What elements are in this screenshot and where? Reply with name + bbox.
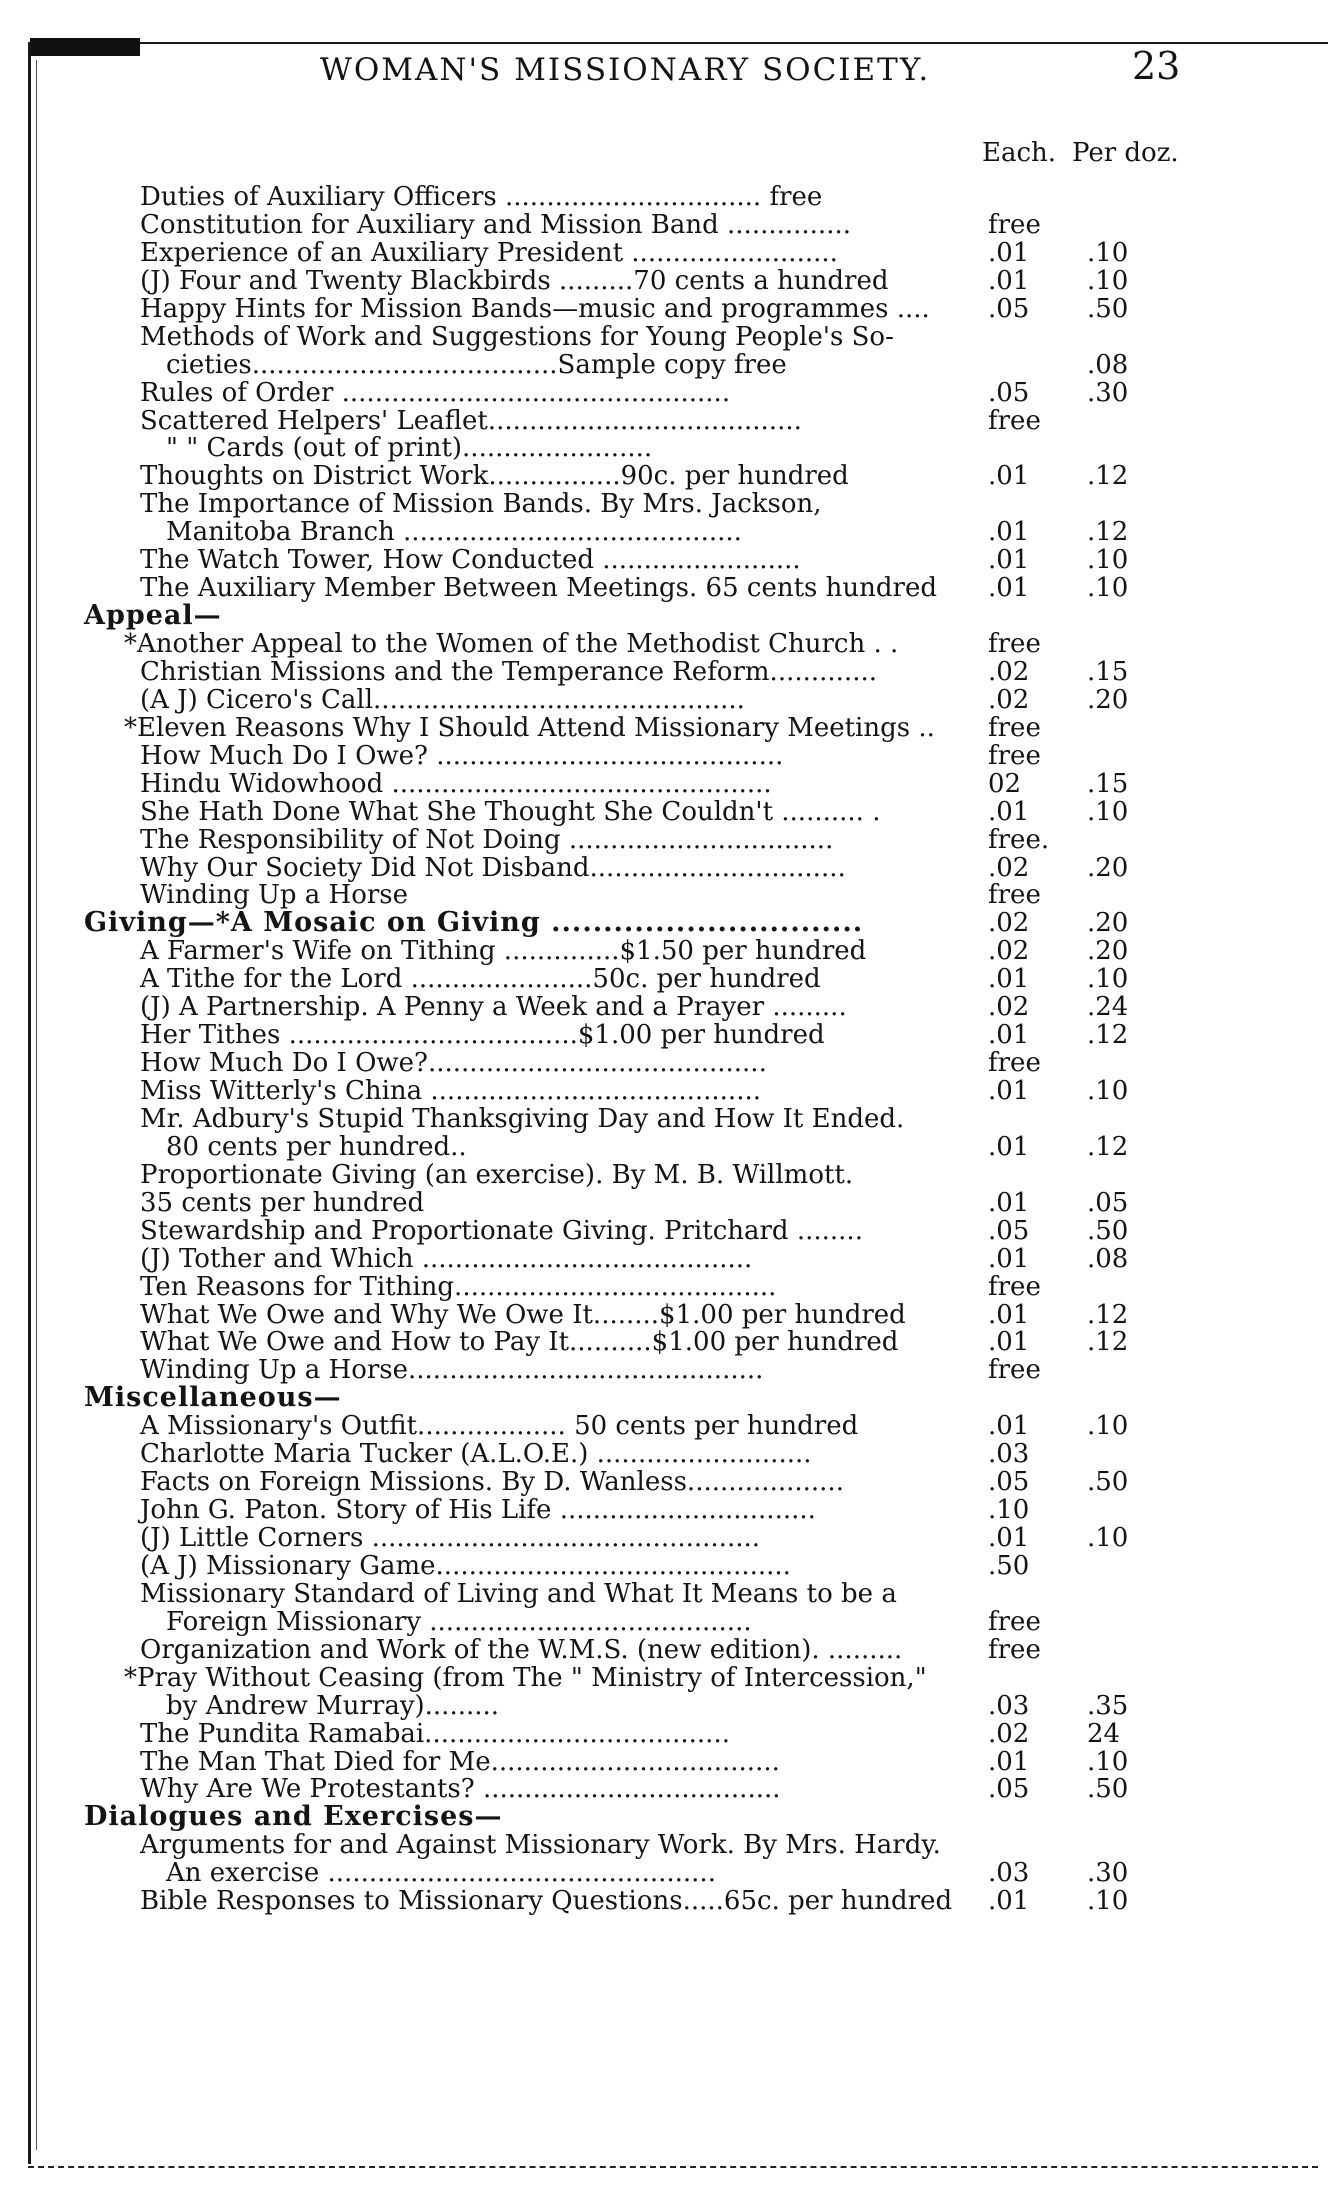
page-number: 23 (1132, 44, 1181, 88)
item-title: Stewardship and Proportionate Giving. Pritchard ........ (140, 1215, 863, 1246)
list-item (0, 1412, 1334, 1440)
price-each: .02 (988, 936, 1030, 967)
item-title: Mr. Adbury's Stupid Thanksgiving Day and How It Ended. (140, 1103, 905, 1134)
price-each: .02 (988, 1718, 1030, 1749)
list-item (0, 1775, 1334, 1803)
list-item (0, 351, 1334, 379)
list-item (0, 1524, 1334, 1552)
price-per-dozen: .30 (1087, 1858, 1129, 1889)
price-each: free (988, 209, 1041, 240)
section-heading (0, 1803, 1334, 1831)
price-each: .02 (988, 684, 1030, 715)
price-each: .01 (988, 265, 1030, 296)
price-each: .02 (988, 992, 1030, 1023)
list-item (0, 546, 1334, 574)
price-per-dozen: .50 (1087, 1467, 1129, 1498)
item-title: An exercise ............................................... (166, 1858, 716, 1889)
item-title: A Missionary's Outfit.................. 50 cents per hundred (140, 1411, 859, 1442)
list-item (0, 686, 1334, 714)
price-each: .01 (988, 1411, 1030, 1442)
item-title: Why Are We Protestants? .................................... (140, 1774, 781, 1805)
price-each: .05 (988, 293, 1030, 324)
item-title: (A J) Missionary Game........................................... (140, 1550, 791, 1581)
item-title: A Farmer's Wife on Tithing ..............$1.50 per hundred (140, 936, 867, 967)
list-item (0, 826, 1334, 854)
item-title: Organization and Work of the W.M.S. (new edition). ......... (140, 1634, 903, 1665)
item-title: Ten Reasons for Tithing....................................... (140, 1271, 777, 1302)
item-title: Giving—*A Mosaic on Giving .............................. (84, 907, 864, 939)
price-each: .05 (988, 1467, 1030, 1498)
list-item (0, 1328, 1334, 1356)
list-item (0, 1580, 1334, 1608)
price-each: free (988, 629, 1041, 659)
price-per-dozen: .10 (1087, 237, 1129, 268)
price-each: .01 (988, 237, 1030, 268)
price-per-dozen: .20 (1087, 936, 1129, 967)
list-item (0, 323, 1334, 351)
item-title: " " Cards (out of print)....................... (166, 433, 653, 464)
list-item (0, 1049, 1334, 1077)
list-item (0, 183, 1334, 211)
item-title: 35 cents per hundred (140, 1187, 425, 1218)
price-each: free (988, 1271, 1041, 1302)
item-title: by Andrew Murray)......... (166, 1690, 500, 1721)
price-each: 02 (988, 768, 1022, 799)
price-each: .02 (988, 852, 1030, 883)
item-title: Constitution for Auxiliary and Mission Band ............... (140, 209, 851, 240)
price-list (0, 183, 1334, 1915)
price-per-dozen: .12 (1087, 1299, 1129, 1330)
price-each: .01 (988, 1523, 1030, 1553)
list-item (0, 295, 1334, 323)
price-per-dozen: .20 (1087, 684, 1129, 715)
list-item (0, 1217, 1334, 1245)
running-head: WOMAN'S MISSIONARY SOCIETY. (320, 52, 931, 88)
price-each: .01 (988, 964, 1030, 995)
item-title: She Hath Done What She Thought She Couldn't .......... . (140, 796, 881, 827)
price-per-dozen: .08 (1087, 1243, 1129, 1274)
list-item (0, 742, 1334, 770)
price-each: .01 (988, 1187, 1030, 1218)
list-item (0, 1664, 1334, 1692)
list-item (0, 658, 1334, 686)
column-header-per-doz: Per doz. (1072, 138, 1179, 168)
item-title: Christian Missions and the Temperance Reform............. (140, 656, 877, 687)
item-title: The Man That Died for Me................................... (140, 1746, 780, 1777)
list-item (0, 211, 1334, 239)
price-per-dozen: .50 (1087, 1215, 1129, 1246)
price-each: .01 (988, 1299, 1030, 1330)
item-title: Missionary Standard of Living and What It Means to be a (140, 1578, 897, 1609)
list-item (0, 1608, 1334, 1636)
list-item (0, 462, 1334, 490)
item-title: The Responsibility of Not Doing ................................ (140, 824, 834, 855)
price-per-dozen: .10 (1087, 545, 1129, 576)
list-item (0, 434, 1334, 462)
item-title: What We Owe and Why We Owe It........$1.00 per hundred (140, 1299, 906, 1330)
price-each: .01 (988, 545, 1030, 576)
list-item (0, 574, 1334, 602)
price-each: .01 (988, 573, 1030, 604)
item-title: The Importance of Mission Bands. By Mrs. Jackson, (140, 489, 822, 520)
list-item (0, 1831, 1334, 1859)
item-title: Her Tithes ...................................$1.00 per hundred (140, 1020, 825, 1051)
price-each: .01 (988, 1327, 1030, 1358)
list-item (0, 1301, 1334, 1329)
price-per-dozen: .10 (1087, 1411, 1129, 1442)
section-heading (0, 602, 1334, 630)
item-title: The Auxiliary Member Between Meetings. 65 cents hundred (140, 573, 937, 604)
ink-blot (30, 38, 140, 56)
item-title: Proportionate Giving (an exercise). By M. B. Willmott. (140, 1159, 854, 1190)
list-item (0, 937, 1334, 965)
price-each: .02 (988, 656, 1030, 687)
item-title: *Another Appeal to the Women of the Methodist Church . . (124, 629, 899, 659)
list-item (0, 1245, 1334, 1273)
item-title: Thoughts on District Work................90c. per hundred (140, 461, 849, 492)
section-heading (0, 1384, 1334, 1412)
item-title: Why Our Society Did Not Disband............................... (140, 852, 846, 883)
list-item (0, 1692, 1334, 1720)
list-item (0, 798, 1334, 826)
price-each: free (988, 1606, 1041, 1637)
item-title: Foreign Missionary ....................................... (166, 1606, 752, 1637)
item-title: Rules of Order ............................................... (140, 377, 731, 408)
item-title: How Much Do I Owe? .......................................... (140, 740, 784, 771)
price-per-dozen: .08 (1087, 349, 1129, 380)
item-title: Miss Witterly's China ........................................ (140, 1076, 761, 1106)
price-per-dozen: .12 (1087, 1020, 1129, 1051)
price-each: .01 (988, 517, 1030, 548)
price-per-dozen: .10 (1087, 1076, 1129, 1106)
list-item (0, 1552, 1334, 1580)
item-title: (J) Tother and Which ........................................ (140, 1243, 753, 1274)
price-each: .50 (988, 1550, 1030, 1581)
price-each: .01 (988, 1020, 1030, 1051)
item-title: The Pundita Ramabai..................................... (140, 1718, 730, 1749)
item-title: What We Owe and How to Pay It..........$1.00 per hundred (140, 1327, 899, 1358)
price-each: .01 (988, 1886, 1030, 1917)
list-item (0, 1021, 1334, 1049)
item-title: Methods of Work and Suggestions for Young People's So- (140, 321, 894, 352)
item-title: John G. Paton. Story of His Life ............................... (140, 1495, 816, 1526)
item-title: 80 cents per hundred.. (166, 1131, 467, 1162)
price-each: .01 (988, 796, 1030, 827)
list-item (0, 1440, 1334, 1468)
list-item (0, 1720, 1334, 1748)
price-per-dozen: .12 (1087, 1131, 1129, 1162)
item-title: *Pray Without Ceasing (from The " Ministry of Intercession," (124, 1662, 927, 1693)
price-each: free (988, 880, 1041, 911)
price-each: free (988, 1048, 1041, 1079)
price-each: free (988, 1634, 1041, 1665)
list-item (0, 1189, 1334, 1217)
price-each: free (988, 712, 1041, 743)
price-per-dozen: 24 (1087, 1718, 1121, 1749)
price-per-dozen: .30 (1087, 377, 1129, 408)
price-per-dozen: .10 (1087, 573, 1129, 604)
list-item (0, 1161, 1334, 1189)
item-title: Manitoba Branch ......................................... (166, 517, 742, 548)
price-per-dozen: .10 (1087, 265, 1129, 296)
list-item (0, 1273, 1334, 1301)
price-per-dozen: .10 (1087, 1523, 1129, 1553)
list-item (0, 993, 1334, 1021)
price-per-dozen: .35 (1087, 1690, 1129, 1721)
price-per-dozen: .10 (1087, 1886, 1129, 1917)
item-title: Arguments for and Against Missionary Work. By Mrs. Hardy. (140, 1830, 941, 1861)
item-title: A Tithe for the Lord ......................50c. per hundred (140, 964, 821, 995)
item-title: Hindu Widowhood .............................................. (140, 768, 772, 799)
list-item (0, 267, 1334, 295)
price-each: .02 (988, 908, 1030, 939)
price-per-dozen: .50 (1087, 293, 1129, 324)
item-title: Appeal— (84, 600, 222, 632)
list-item (0, 714, 1334, 742)
list-item (0, 1105, 1334, 1133)
price-each: free (988, 740, 1041, 771)
price-per-dozen: .10 (1087, 796, 1129, 827)
price-each: .01 (988, 1131, 1030, 1162)
list-item (0, 1077, 1334, 1105)
list-item (0, 518, 1334, 546)
page-border-bottom (28, 2166, 1318, 2168)
list-item (0, 854, 1334, 882)
price-each: .01 (988, 1746, 1030, 1777)
section-heading (0, 909, 1334, 937)
price-each: .01 (988, 461, 1030, 492)
price-each: .03 (988, 1690, 1030, 1721)
price-each: .01 (988, 1076, 1030, 1106)
item-title: Happy Hints for Mission Bands—music and programmes .... (140, 293, 930, 324)
price-each: .05 (988, 377, 1030, 408)
item-title: Bible Responses to Missionary Questions.....65c. per hundred (140, 1886, 953, 1917)
item-title: Winding Up a Horse (140, 880, 409, 911)
list-item (0, 1748, 1334, 1776)
list-item (0, 770, 1334, 798)
price-per-dozen: .15 (1087, 768, 1129, 799)
price-each: .03 (988, 1858, 1030, 1889)
list-item (0, 881, 1334, 909)
price-per-dozen: .12 (1087, 517, 1129, 548)
list-item (0, 1468, 1334, 1496)
list-item (0, 965, 1334, 993)
item-title: Miscellaneous— (84, 1382, 342, 1414)
price-each: free. (988, 824, 1050, 855)
list-item (0, 1887, 1334, 1915)
list-item (0, 1356, 1334, 1384)
item-title: (A J) Cicero's Call............................................. (140, 684, 745, 715)
item-title: Winding Up a Horse........................................... (140, 1355, 764, 1386)
price-per-dozen: .20 (1087, 852, 1129, 883)
list-item (0, 630, 1334, 658)
price-each: .05 (988, 1215, 1030, 1246)
price-each: free (988, 405, 1041, 436)
price-per-dozen: .50 (1087, 1774, 1129, 1805)
item-title: *Eleven Reasons Why I Should Attend Missionary Meetings .. (124, 712, 935, 743)
list-item (0, 239, 1334, 267)
list-item (0, 407, 1334, 435)
list-item (0, 1496, 1334, 1524)
list-item (0, 1133, 1334, 1161)
price-per-dozen: .12 (1087, 1327, 1129, 1358)
price-each: .01 (988, 1243, 1030, 1274)
item-title: Dialogues and Exercises— (84, 1801, 503, 1833)
item-title: How Much Do I Owe?......................................... (140, 1048, 767, 1079)
price-per-dozen: .15 (1087, 656, 1129, 687)
item-title: cieties.....................................Sample copy free (166, 349, 787, 380)
item-title: Experience of an Auxiliary President ......................... (140, 237, 838, 268)
item-title: The Watch Tower, How Conducted ........................ (140, 545, 801, 576)
price-per-dozen: .10 (1087, 1746, 1129, 1777)
item-title: (J) Four and Twenty Blackbirds .........70 cents a hundred (140, 265, 889, 296)
item-title: (J) Little Corners ............................................... (140, 1523, 761, 1553)
column-header-each: Each. (982, 138, 1057, 168)
price-each: .10 (988, 1495, 1030, 1526)
price-per-dozen: .24 (1087, 992, 1129, 1023)
list-item (0, 490, 1334, 518)
item-title: Scattered Helpers' Leaflet...................................... (140, 405, 802, 436)
item-title: (J) A Partnership. A Penny a Week and a Prayer ......... (140, 992, 847, 1023)
list-item (0, 379, 1334, 407)
price-each: free (988, 1355, 1041, 1386)
price-per-dozen: .20 (1087, 908, 1129, 939)
item-title: Facts on Foreign Missions. By D. Wanless................... (140, 1467, 844, 1498)
price-per-dozen: .12 (1087, 461, 1129, 492)
list-item (0, 1636, 1334, 1664)
price-each: .05 (988, 1774, 1030, 1805)
item-title: Charlotte Maria Tucker (A.L.O.E.) .......................... (140, 1439, 812, 1470)
list-item (0, 1859, 1334, 1887)
item-title: Duties of Auxiliary Officers ............................... free (140, 182, 823, 212)
price-per-dozen: .05 (1087, 1187, 1129, 1218)
price-per-dozen: .10 (1087, 964, 1129, 995)
price-each: .03 (988, 1439, 1030, 1470)
